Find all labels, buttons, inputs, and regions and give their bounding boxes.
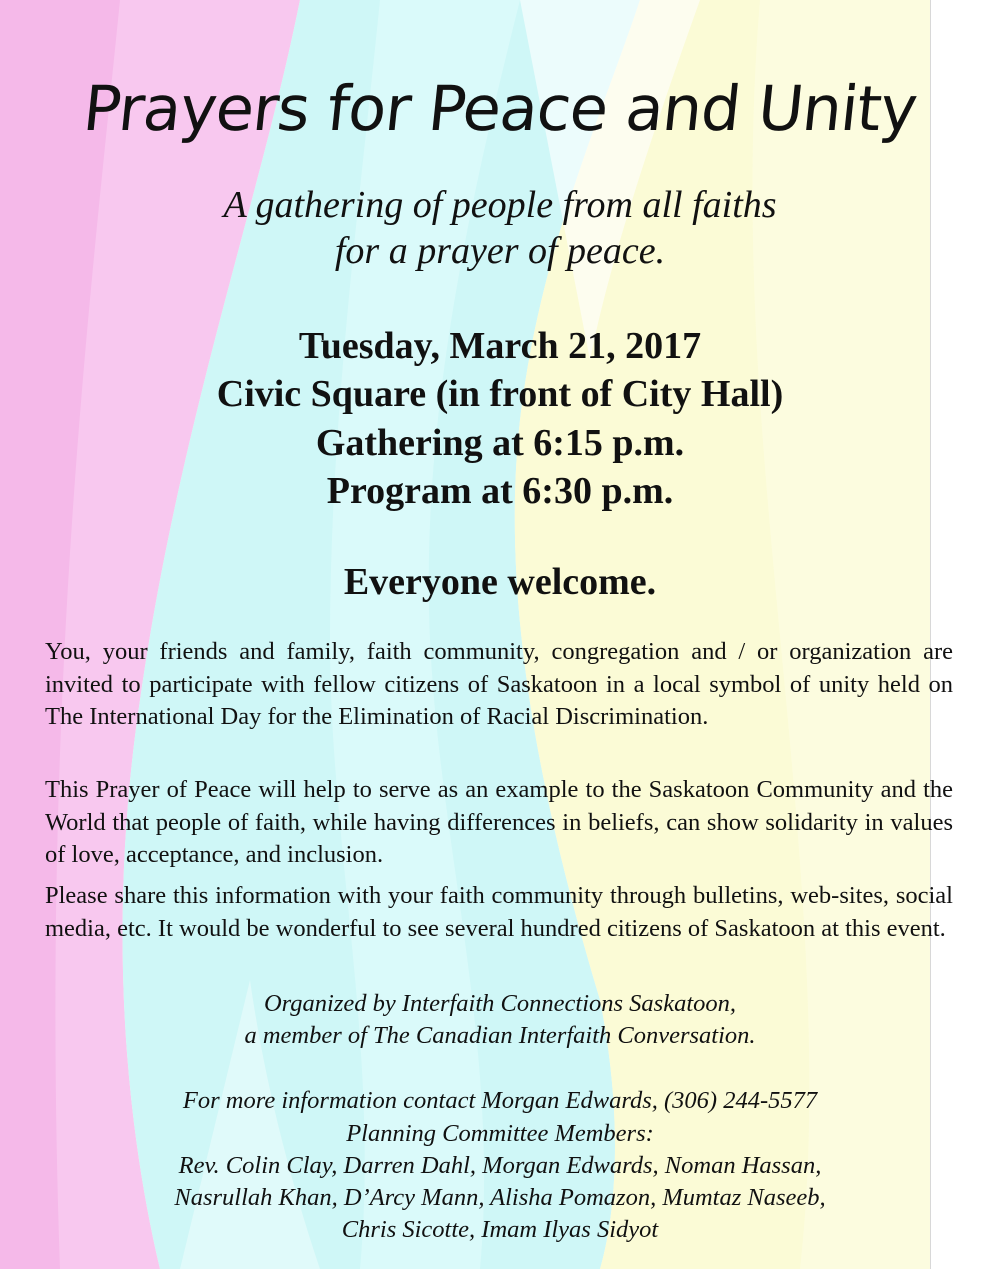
event-gathering-time: Gathering at 6:15 p.m. — [315, 422, 685, 464]
page-title: Prayers for Peace and Unity — [79, 72, 921, 145]
organizer-line-1: Organized by Interfaith Connections Saskatoon, — [263, 990, 737, 1017]
event-date: Tuesday, March 21, 2017 — [298, 325, 702, 367]
event-location: Civic Square (in front of City Hall) — [216, 373, 784, 415]
organizer-line-2: a member of The Canadian Interfaith Conversation. — [244, 1022, 756, 1049]
event-program-time: Program at 6:30 p.m. — [326, 470, 674, 512]
contact-info: For more information contact Morgan Edwards, (306) 244-5577 — [182, 1087, 818, 1114]
subtitle-line-2: for a prayer of peace. — [334, 230, 666, 272]
committee-line-2: Nasrullah Khan, D’Arcy Mann, Alisha Pomazon, Mumtaz Naseeb, — [174, 1184, 826, 1211]
subtitle-line-1: A gathering of people from all faiths — [223, 184, 777, 226]
committee-heading: Planning Committee Members: — [346, 1120, 654, 1147]
committee-line-3: Chris Sicotte, Imam Ilyas Sidyot — [341, 1216, 659, 1243]
purpose-paragraph: This Prayer of Peace will help to serve as an example to the Saskatoon Community and the World that people of faith, while having differences in beliefs, can show solidarity in values of love, acceptance, and inclusion. — [45, 776, 953, 868]
committee-line-1: Rev. Colin Clay, Darren Dahl, Morgan Edwards, Noman Hassan, — [178, 1152, 822, 1179]
invitation-paragraph: You, your friends and family, faith community, congregation and / or organization are invited to participate with fellow citizens of Saskatoon in a local symbol of unity held on The International Day for the Elimination of Racial Discrimination. — [45, 638, 953, 730]
share-paragraph: Please share this information with your faith community through bulletins, web-sites, social media, etc. It would be wonderful to see several hundred citizens of Saskatoon at this event. — [45, 882, 953, 942]
welcome-message: Everyone welcome. — [343, 561, 657, 603]
